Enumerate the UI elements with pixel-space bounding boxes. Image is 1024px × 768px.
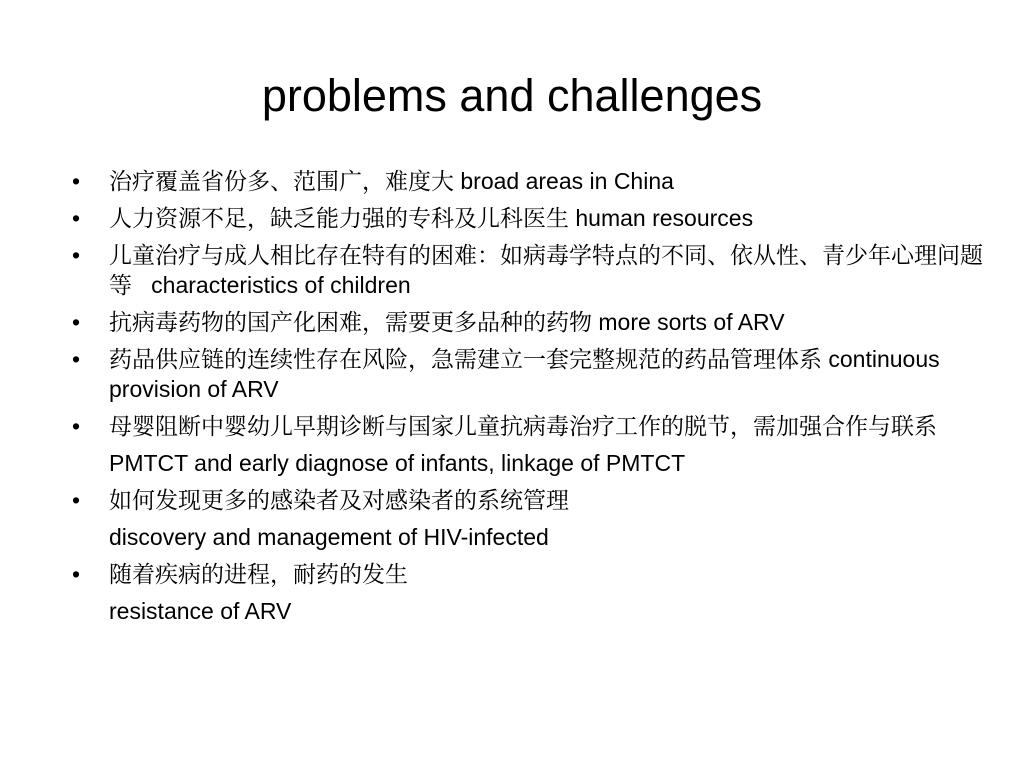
bullet-icon: • <box>72 205 81 231</box>
list-item <box>72 166 1002 196</box>
bullet-icon: • <box>72 413 81 439</box>
list-item <box>72 203 1002 233</box>
slide-title: problems and challenges <box>261 70 763 121</box>
list-item-text: 人力资源不足，缺乏能力强的专科及儿科医生 human resources <box>109 205 754 231</box>
list-item-subtext: discovery and management of HIV-infected <box>109 524 549 550</box>
list-item <box>72 240 1002 300</box>
list-item-text: 治疗覆盖省份多、范围广，难度大 broad areas in China <box>109 168 674 194</box>
bullet-icon: • <box>72 309 81 335</box>
list-item-subtext: resistance of ARV <box>109 598 292 624</box>
bullet-icon: • <box>72 242 81 268</box>
bullet-icon: • <box>72 561 81 587</box>
bullet-list <box>72 166 1002 633</box>
bullet-icon: • <box>72 346 81 372</box>
list-item <box>72 411 1002 478</box>
list-item-text: 抗病毒药物的国产化困难，需要更多品种的药物 more sorts of ARV <box>109 309 785 335</box>
list-item <box>72 559 1002 626</box>
list-item-text: 随着疾病的进程，耐药的发生 <box>109 561 408 587</box>
bullet-icon: • <box>72 168 81 194</box>
list-item-text: 母婴阻断中婴幼儿早期诊断与国家儿童抗病毒治疗工作的脱节，需加强合作与联系 <box>109 413 937 439</box>
list-item <box>72 344 1002 404</box>
list-item <box>72 307 1002 337</box>
list-item-subtext: PMTCT and early diagnose of infants, linkage of PMTCT <box>109 450 686 476</box>
list-item-text: 儿童治疗与成人相比存在特有的困难：如病毒学特点的不同、依从性、青少年心理问题等 characteristics of children <box>109 242 983 298</box>
list-item-text: 如何发现更多的感染者及对感染者的系统管理 <box>109 487 569 513</box>
bullet-icon: • <box>72 487 81 513</box>
list-item-text: 药品供应链的连续性存在风险，急需建立一套完整规范的药品管理体系 continuous provision of ARV <box>109 346 940 402</box>
list-item <box>72 485 1002 552</box>
